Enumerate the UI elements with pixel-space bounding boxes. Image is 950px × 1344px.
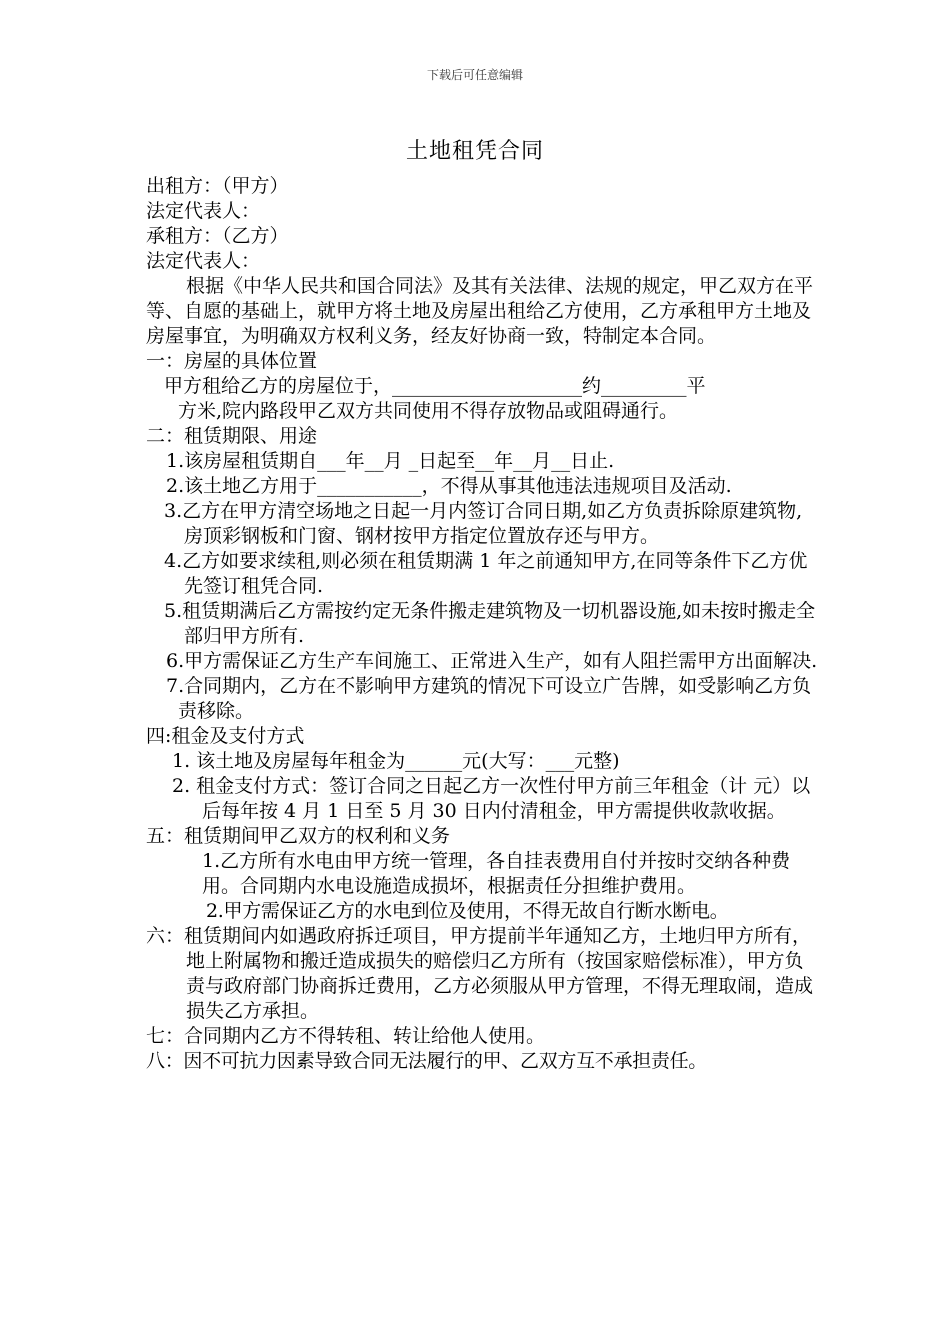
section-2-item-6: 6.甲方需保证乙方生产车间施工、正常进入生产，如有人阻拦需甲方出面解决. [166, 650, 818, 672]
preamble-text: 根据《中华人民共和国合同法》及其有关法律、法规的规定，甲乙双方在平等、自愿的基础上，就甲方将土地及房屋出租给乙方使用，乙方承租甲方土地及房屋事宜，为明确双方权利义务，经友好协商一致，特制定本合同。 [146, 275, 814, 347]
section-4-heading: 四:租金及支付方式 [146, 725, 305, 747]
section-4-item-1: 1. 该土地及房屋每年租金为______元(大写：___元整) [172, 750, 620, 772]
party-lessor-rep: 法定代表人： [146, 200, 261, 222]
section-2-item-5: 5.租赁期满后乙方需按约定无条件搬走建筑物及一切机器设施,如未按时搬走全部归甲方所有. [164, 600, 816, 647]
section-2-item-7: 7.合同期内，乙方在不影响甲方建筑的情况下可设立广告牌，如受影响乙方负责移除。 [166, 675, 812, 722]
section-6: 六：租赁期间内如遇政府拆迁项目，甲方提前半年通知乙方，土地归甲方所有，地上附属物和搬迁造成损失的赔偿归乙方所有（按国家赔偿标准），甲方负责与政府部门协商拆迁费用，乙方必须服从甲方管理，不得无理取闹，造成损失乙方承担。 [146, 925, 814, 1022]
section-1-heading: 一：房屋的具体位置 [146, 350, 318, 372]
section-2-heading: 二：租赁期限、用途 [146, 425, 318, 447]
section-2-item-4: 4.乙方如要求续租,则必须在租赁期满 1 年之前通知甲方,在同等条件下乙方优先签订租凭合同. [164, 550, 808, 597]
section-4-item-2: 2. 租金支付方式：签订合同之日起乙方一次性付甲方前三年租金（计 元）以后每年按 4 月 1 日至 5 月 30 日内付清租金，甲方需提供收款收据。 [172, 775, 811, 822]
party-lessee-rep: 法定代表人： [146, 250, 261, 272]
document-title: 土地租凭合同 [405, 139, 544, 164]
header-note: 下载后可任意编辑 [426, 68, 523, 82]
section-2-item-2: 2.该土地乙方用于___________，不得从事其他违法违规项目及活动. [166, 475, 732, 497]
section-7: 七：合同期内乙方不得转租、转让给他人使用。 [146, 1025, 546, 1047]
section-8: 八：因不可抗力因素导致合同无法履行的甲、乙双方互不承担责任。 [146, 1050, 708, 1072]
section-5-heading: 五：租赁期间甲乙双方的权利和义务 [146, 825, 451, 847]
section-5-item-2: 2.甲方需保证乙方的水电到位及使用，不得无故自行断水断电。 [206, 900, 729, 922]
document-body [146, 174, 818, 1074]
section-5-item-1: 1.乙方所有水电由甲方统一管理，各自挂表费用自付并按时交纳各种费用。合同期内水电设施造成损坏，根据责任分担维护费用。 [202, 850, 791, 897]
section-1-line-2: 方米,院内路段甲乙双方共同使用不得存放物品或阻碍通行。 [178, 400, 679, 422]
section-2-item-1: 1.该房屋租赁期自___年__月 _日起至__年__月__日止. [166, 450, 615, 472]
party-lessee: 承租方：（乙方） [146, 225, 289, 247]
section-2-item-3: 3.乙方在甲方清空场地之日起一月内签订合同日期,如乙方负责拆除原建筑物,房顶彩钢板和门窗、钢材按甲方指定位置放存还与甲方。 [164, 500, 803, 547]
section-1-line-1: 甲方租给乙方的房屋位于，____________________约_________平 [164, 375, 706, 397]
party-lessor: 出租方：（甲方） [146, 175, 289, 197]
preamble [146, 274, 818, 349]
